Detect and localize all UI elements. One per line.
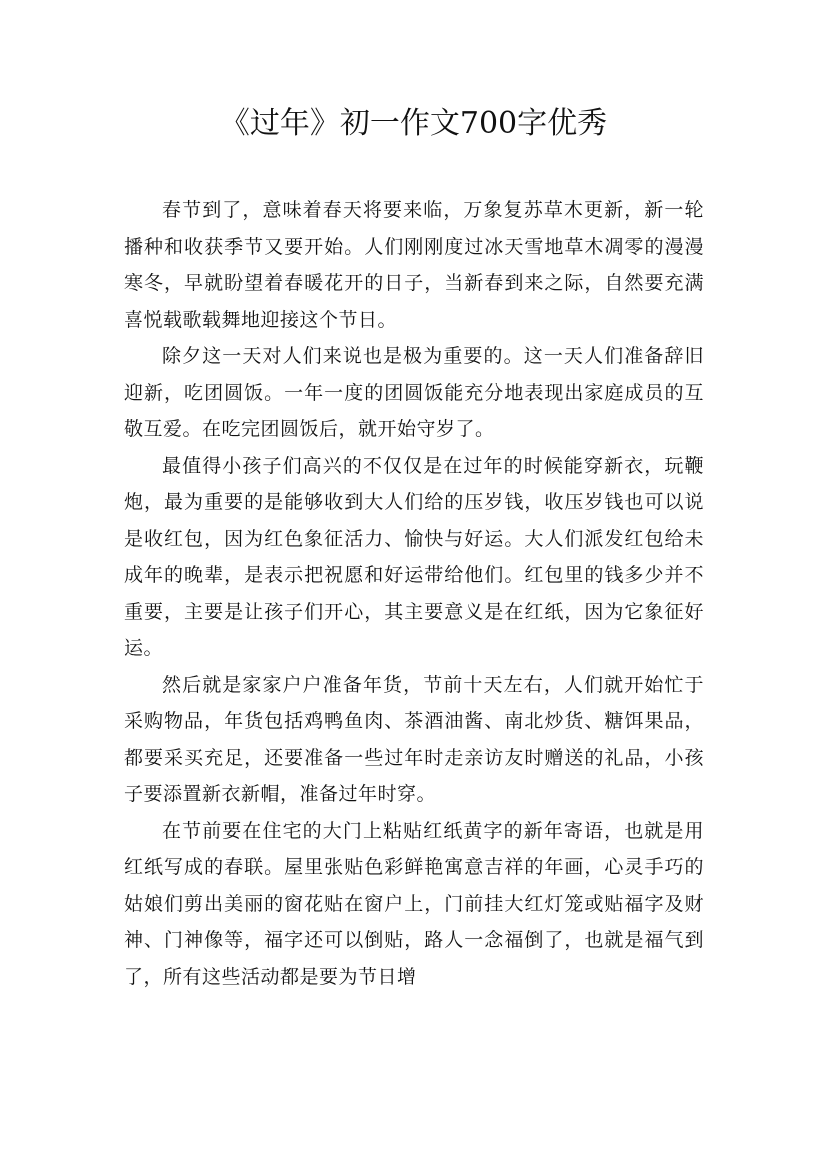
paragraph-2: 除夕这一天对人们来说也是极为重要的。这一天人们准备辞旧迎新，吃团圆饭。一年一度的团圆饭能充分地表现出家庭成员的互敬互爱。在吃完团圆饭后，就开始守岁了。 bbox=[124, 345, 704, 440]
paragraph-3: 最值得小孩子们高兴的不仅仅是在过年的时候能穿新衣，玩鞭炮，最为重要的是能够收到大人们给的压岁钱，收压岁钱也可以说是收红包，因为红色象征活力、愉快与好运。大人们派发红包给未成年的晚辈，是表示把祝愿和好运带给他们。红包里的钱多少并不重要，主要是让孩子们开心，其主要意义是在红纸，因为它象征好运。 bbox=[124, 454, 704, 659]
paragraph-4: 然后就是家家户户准备年货，节前十天左右，人们就开始忙于采购物品，年货包括鸡鸭鱼肉、茶酒油酱、南北炒货、糖饵果品，都要采买充足，还要准备一些过年时走亲访友时赠送的礼品，小孩子要添置新衣新帽，准备过年时穿。 bbox=[124, 673, 704, 805]
document-body bbox=[124, 192, 704, 995]
document-title: 《过年》初一作文700字优秀 bbox=[219, 106, 608, 141]
paragraph-5: 在节前要在住宅的大门上粘贴红纸黄字的新年寄语，也就是用红纸写成的春联。屋里张贴色彩鲜艳寓意吉祥的年画，心灵手巧的姑娘们剪出美丽的窗花贴在窗户上，门前挂大红灯笼或贴福字及财神、门神像等，福字还可以倒贴，路人一念福倒了，也就是福气到了，所有这些活动都是要为节日增 bbox=[124, 819, 704, 988]
paragraph-1: 春节到了，意味着春天将要来临，万象复苏草木更新，新一轮播种和收获季节又要开始。人们刚刚度过冰天雪地草木凋零的漫漫寒冬，早就盼望着春暖花开的日子，当新春到来之际，自然要充满喜悦载歌载舞地迎接这个节日。 bbox=[124, 199, 704, 331]
